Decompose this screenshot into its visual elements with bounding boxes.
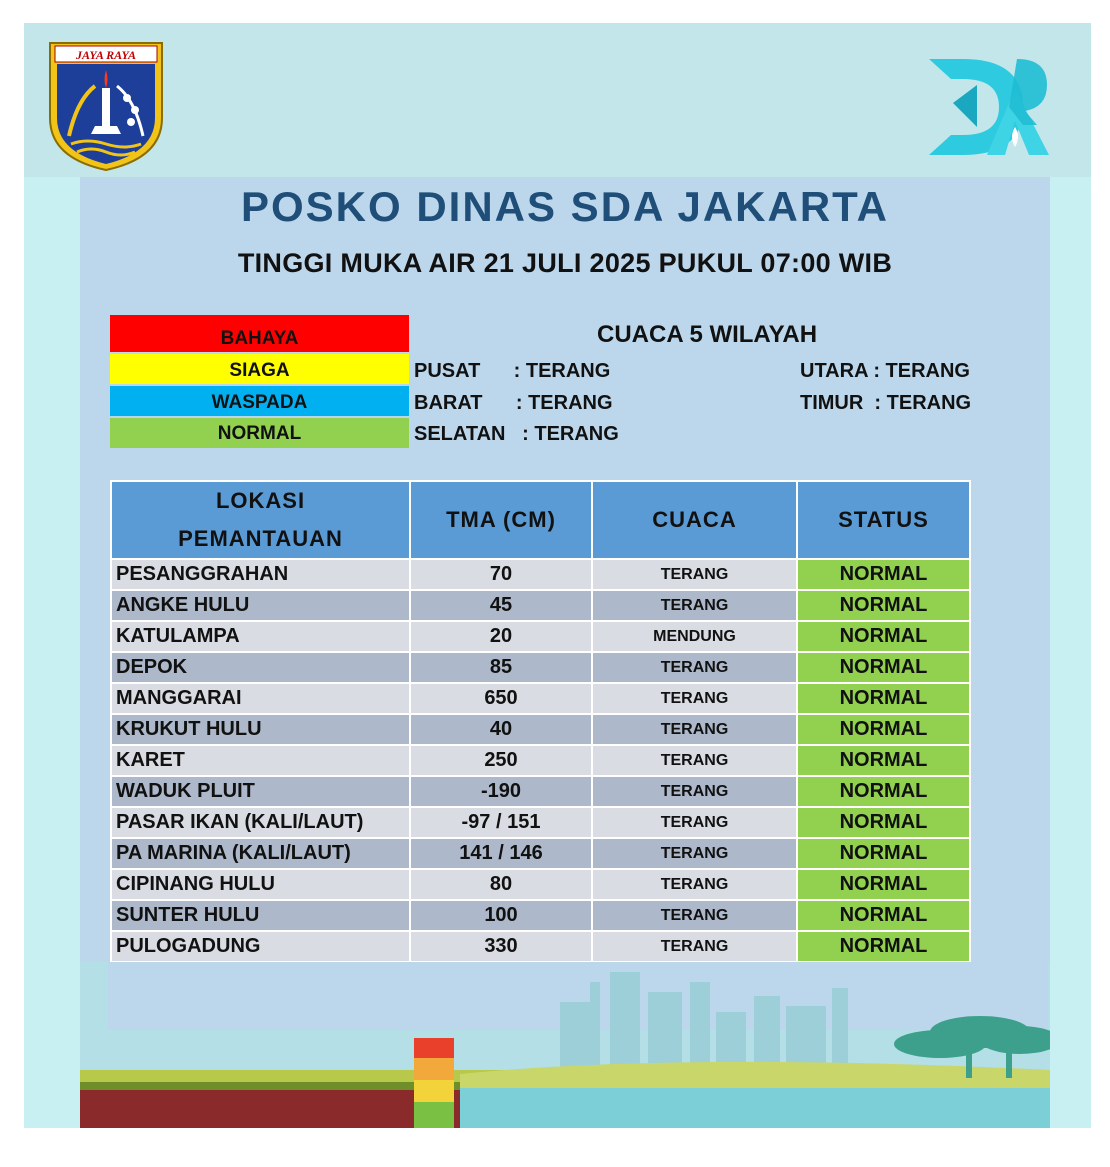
- header-tma: TMA (CM): [410, 481, 592, 559]
- cell-lokasi: ANGKE HULU: [111, 590, 410, 621]
- weather-title: CUACA 5 WILAYAH: [597, 321, 818, 348]
- cell-cuaca: TERANG: [592, 869, 797, 900]
- jakarta-crest-logo: [47, 40, 165, 172]
- cell-cuaca: TERANG: [592, 807, 797, 838]
- table-row: [111, 745, 970, 776]
- cell-cuaca: TERANG: [592, 776, 797, 807]
- cell-tma: 330: [410, 931, 592, 962]
- weather-timur: TIMUR : TERANG: [800, 392, 972, 414]
- cell-tma: 80: [410, 869, 592, 900]
- crest-motto: JAYA RAYA: [76, 48, 136, 62]
- table-header-row: [111, 481, 970, 559]
- cell-status: NORMAL: [797, 931, 970, 962]
- cell-status: NORMAL: [797, 590, 970, 621]
- cell-tma: 650: [410, 683, 592, 714]
- table-row: [111, 714, 970, 745]
- header-status: STATUS: [797, 481, 970, 559]
- cell-status: NORMAL: [797, 838, 970, 869]
- cell-lokasi: KARET: [111, 745, 410, 776]
- cell-lokasi: KATULAMPA: [111, 621, 410, 652]
- table-row: [111, 559, 970, 590]
- legend-waspada: WASPADA: [110, 386, 409, 416]
- cell-tma: 70: [410, 559, 592, 590]
- cell-tma: 85: [410, 652, 592, 683]
- cell-status: NORMAL: [797, 714, 970, 745]
- cell-lokasi: SUNTER HULU: [111, 900, 410, 931]
- cell-status: NORMAL: [797, 776, 970, 807]
- cell-status: NORMAL: [797, 621, 970, 652]
- header-lokasi-line1: LOKASI: [215, 488, 306, 513]
- sda-logo-icon: [925, 55, 1053, 160]
- cell-cuaca: TERANG: [592, 900, 797, 931]
- cell-status: NORMAL: [797, 900, 970, 931]
- cell-tma: 100: [410, 900, 592, 931]
- page-title: POSKO DINAS SDA JAKARTA: [240, 183, 890, 230]
- cell-status: NORMAL: [797, 869, 970, 900]
- table-row: [111, 900, 970, 931]
- cell-tma: 250: [410, 745, 592, 776]
- legend-bahaya: BAHAYA: [110, 315, 409, 352]
- table-row: [111, 807, 970, 838]
- table-row: [111, 838, 970, 869]
- cell-tma: -190: [410, 776, 592, 807]
- cell-tma: 20: [410, 621, 592, 652]
- weather-selatan: SELATAN : TERANG: [414, 423, 619, 445]
- cell-lokasi: PASAR IKAN (KALI/LAUT): [111, 807, 410, 838]
- cell-cuaca: TERANG: [592, 683, 797, 714]
- header-lokasi: [111, 481, 410, 559]
- table-row: [111, 590, 970, 621]
- cell-status: NORMAL: [797, 807, 970, 838]
- cell-tma: -97 / 151: [410, 807, 592, 838]
- table-row: [111, 683, 970, 714]
- cell-cuaca: TERANG: [592, 652, 797, 683]
- cell-tma: 40: [410, 714, 592, 745]
- cell-cuaca: TERANG: [592, 714, 797, 745]
- table-row: [111, 931, 970, 962]
- cell-cuaca: TERANG: [592, 745, 797, 776]
- cell-lokasi: PULOGADUNG: [111, 931, 410, 962]
- cell-tma: 141 / 146: [410, 838, 592, 869]
- cell-lokasi: MANGGARAI: [111, 683, 410, 714]
- city-river-illustration: [80, 962, 1050, 1128]
- cell-lokasi: DEPOK: [111, 652, 410, 683]
- water-level-table: [110, 480, 971, 963]
- cell-lokasi: PESANGGRAHAN: [111, 559, 410, 590]
- cell-lokasi: KRUKUT HULU: [111, 714, 410, 745]
- table-row: [111, 776, 970, 807]
- page-subtitle: TINGGI MUKA AIR 21 JULI 2025 PUKUL 07:00 WIB: [237, 248, 893, 278]
- table-row: [111, 621, 970, 652]
- cell-status: NORMAL: [797, 683, 970, 714]
- cell-lokasi: PA MARINA (KALI/LAUT): [111, 838, 410, 869]
- cell-lokasi: CIPINANG HULU: [111, 869, 410, 900]
- cell-status: NORMAL: [797, 559, 970, 590]
- cell-cuaca: TERANG: [592, 838, 797, 869]
- table-row: [111, 869, 970, 900]
- cell-cuaca: MENDUNG: [592, 621, 797, 652]
- cell-tma: 45: [410, 590, 592, 621]
- cell-cuaca: TERANG: [592, 931, 797, 962]
- cell-status: NORMAL: [797, 745, 970, 776]
- weather-barat: BARAT : TERANG: [414, 392, 613, 414]
- cell-cuaca: TERANG: [592, 590, 797, 621]
- cell-cuaca: TERANG: [592, 559, 797, 590]
- weather-pusat: PUSAT : TERANG: [414, 360, 611, 382]
- table-row: [111, 652, 970, 683]
- cell-lokasi: WADUK PLUIT: [111, 776, 410, 807]
- cell-status: NORMAL: [797, 652, 970, 683]
- legend-normal: NORMAL: [110, 418, 409, 448]
- weather-utara: UTARA : TERANG: [800, 360, 970, 382]
- header-cuaca: CUACA: [592, 481, 797, 559]
- header-lokasi-line2: PEMANTAUAN: [178, 526, 343, 551]
- legend-siaga: SIAGA: [110, 354, 409, 384]
